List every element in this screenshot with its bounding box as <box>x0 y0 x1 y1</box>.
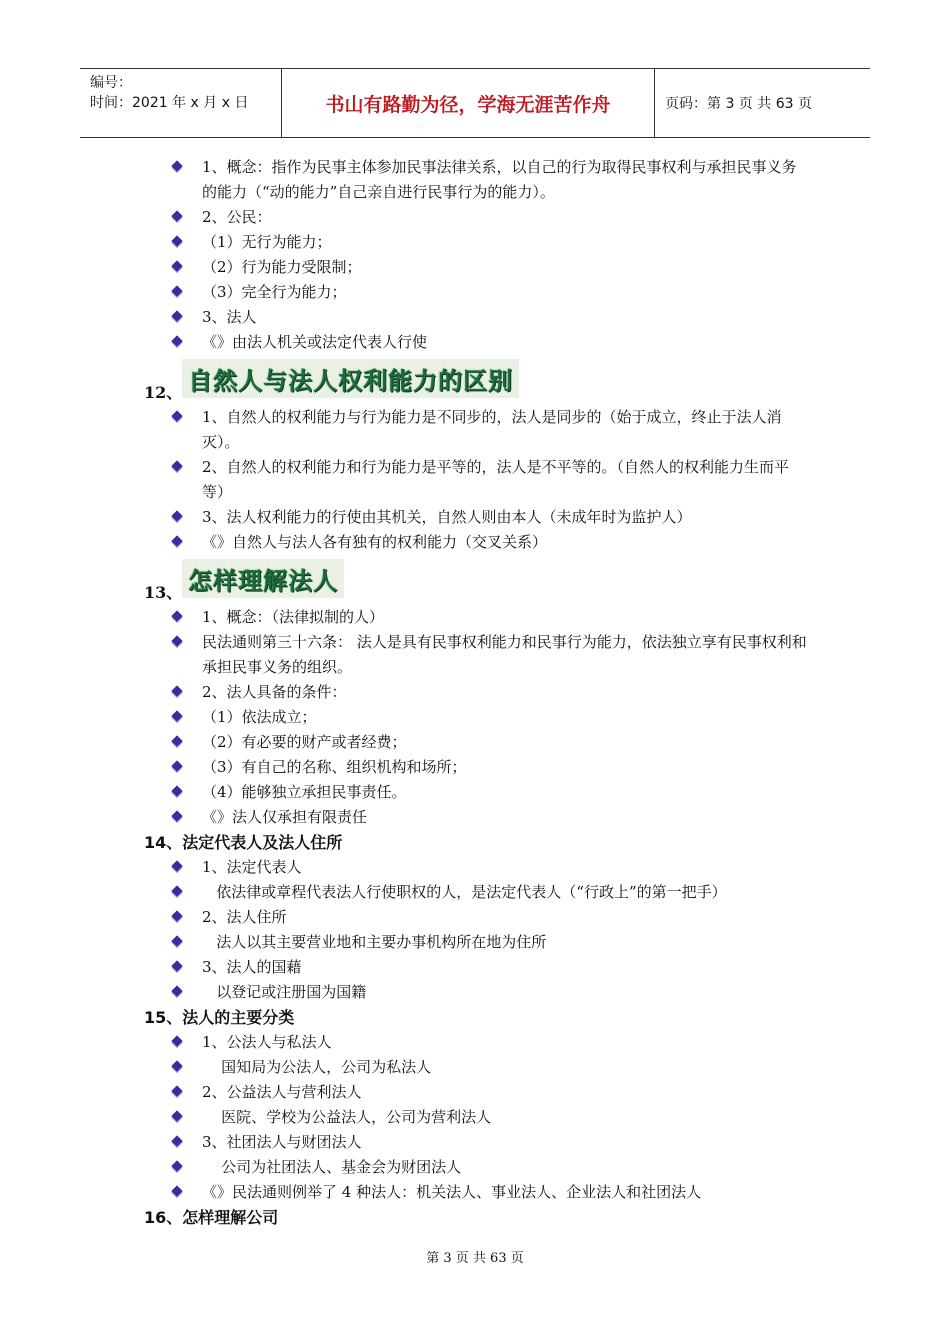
list-item: 《》自然人与法人各有独有的权利能力（交叉关系） <box>0 530 810 555</box>
list-item: 2、自然人的权利能力和行为能力是平等的，法人是不平等的。（自然人的权利能力生而平等） <box>0 455 810 505</box>
list-item: 3、法人 <box>0 305 810 330</box>
diamond-bullet-icon <box>172 636 184 648</box>
list-item: 2、法人具备的条件： <box>0 680 810 705</box>
diamond-bullet-icon <box>172 161 184 173</box>
diamond-bullet-icon <box>172 286 184 298</box>
diamond-bullet-icon <box>172 236 184 248</box>
date-label: 时间：2021 年 x 月 x 日 <box>90 95 249 111</box>
list-item: 1、自然人的权利能力与行为能力是不同步的，法人是同步的（始于成立，终止于法人消灭）。 <box>0 405 810 455</box>
section-13-list <box>0 605 950 830</box>
list-item: 公司为社团法人、基金会为财团法人 <box>0 1155 810 1180</box>
diamond-bullet-icon <box>172 886 184 898</box>
diamond-bullet-icon <box>172 861 184 873</box>
diamond-bullet-icon <box>172 936 184 948</box>
list-item: 《》民法通则例举了 4 种法人：机关法人、事业法人、企业法人和社团法人 <box>0 1180 810 1205</box>
list-item: （4）能够独立承担民事责任。 <box>0 780 810 805</box>
diamond-bullet-icon <box>172 736 184 748</box>
diamond-bullet-icon <box>172 786 184 798</box>
section-16-heading <box>0 1205 950 1230</box>
section-11-list <box>0 155 950 355</box>
section-13-heading <box>0 555 950 605</box>
section-12-list <box>0 405 950 555</box>
list-item: 3、法人的国藉 <box>0 955 810 980</box>
section-15-heading <box>0 1005 950 1030</box>
list-item: 2、公益法人与营利法人 <box>0 1080 810 1105</box>
diamond-bullet-icon <box>172 1161 184 1173</box>
section-title: 16、怎样理解公司 <box>144 1208 279 1227</box>
list-item: （2）行为能力受限制； <box>0 255 810 280</box>
diamond-bullet-icon <box>172 711 184 723</box>
page-info: 页码：第 3 页 共 63 页 <box>665 96 812 112</box>
list-item: （1）无行为能力； <box>0 230 810 255</box>
list-item: 3、社团法人与财团法人 <box>0 1130 810 1155</box>
list-item: 1、概念：（法律拟制的人） <box>0 605 810 630</box>
diamond-bullet-icon <box>172 461 184 473</box>
diamond-bullet-icon <box>172 511 184 523</box>
diamond-bullet-icon <box>172 1111 184 1123</box>
header-left-cell <box>80 69 282 137</box>
diamond-bullet-icon <box>172 261 184 273</box>
section-14-list <box>0 855 950 1005</box>
diamond-bullet-icon <box>172 1186 184 1198</box>
list-item: 2、公民： <box>0 205 810 230</box>
diamond-bullet-icon <box>172 1136 184 1148</box>
page-footer: 第 3 页 共 63 页 <box>426 1251 524 1266</box>
list-item: 1、概念：指作为民事主体参加民事法律关系，以自己的行为取得民事权利与承担民事义务的能力（“动的能力”自己亲自进行民事行为的能力）。 <box>0 155 810 205</box>
list-item: 1、法定代表人 <box>0 855 810 880</box>
diamond-bullet-icon <box>172 986 184 998</box>
list-item: 3、法人权利能力的行使由其机关，自然人则由本人（未成年时为监护人） <box>0 505 810 530</box>
diamond-bullet-icon <box>172 611 184 623</box>
list-item: 以登记或注册国为国籍 <box>0 980 810 1005</box>
diamond-bullet-icon <box>172 961 184 973</box>
list-item: 国知局为公法人，公司为私法人 <box>0 1055 810 1080</box>
section-12-heading <box>0 355 950 405</box>
list-item: 《》由法人机关或法定代表人行使 <box>0 330 810 355</box>
section-title: 14、法定代表人及法人住所 <box>144 833 343 852</box>
list-item: 依法律或章程代表法人行使职权的人，是法定代表人（“行政上”的第一把手） <box>0 880 810 905</box>
section-title: 15、法人的主要分类 <box>144 1008 295 1027</box>
diamond-bullet-icon <box>172 911 184 923</box>
list-item: （3）有自己的名称、组织机构和场所； <box>0 755 810 780</box>
header-table <box>80 68 870 138</box>
document-body <box>0 155 950 1230</box>
serial-label: 编号： <box>90 75 132 91</box>
list-item: 1、公法人与私法人 <box>0 1030 810 1055</box>
list-item: 《》法人仅承担有限责任 <box>0 805 810 830</box>
wordart-title: 怎样理解法人 <box>182 559 344 598</box>
list-item: （3）完全行为能力； <box>0 280 810 305</box>
list-item: 医院、学校为公益法人，公司为营利法人 <box>0 1105 810 1130</box>
diamond-bullet-icon <box>172 536 184 548</box>
wordart-title: 自然人与法人权利能力的区别 <box>182 359 519 398</box>
section-number: 12、 <box>144 383 183 402</box>
diamond-bullet-icon <box>172 686 184 698</box>
list-item: 法人以其主要营业地和主要办事机构所在地为住所 <box>0 930 810 955</box>
diamond-bullet-icon <box>172 811 184 823</box>
list-item: 2、法人住所 <box>0 905 810 930</box>
diamond-bullet-icon <box>172 211 184 223</box>
motto: 书山有路勤为径，学海无涯苦作舟 <box>282 69 655 137</box>
diamond-bullet-icon <box>172 311 184 323</box>
section-14-heading <box>0 830 950 855</box>
diamond-bullet-icon <box>172 1086 184 1098</box>
diamond-bullet-icon <box>172 761 184 773</box>
list-item: 民法通则第三十六条： 法人是具有民事权利能力和民事行为能力，依法独立享有民事权利和承担民事义务的组织。 <box>0 630 810 680</box>
section-15-list <box>0 1030 950 1205</box>
diamond-bullet-icon <box>172 336 184 348</box>
section-number: 13、 <box>144 583 183 602</box>
diamond-bullet-icon <box>172 411 184 423</box>
diamond-bullet-icon <box>172 1061 184 1073</box>
list-item: （1）依法成立； <box>0 705 810 730</box>
diamond-bullet-icon <box>172 1036 184 1048</box>
list-item: （2）有必要的财产或者经费； <box>0 730 810 755</box>
